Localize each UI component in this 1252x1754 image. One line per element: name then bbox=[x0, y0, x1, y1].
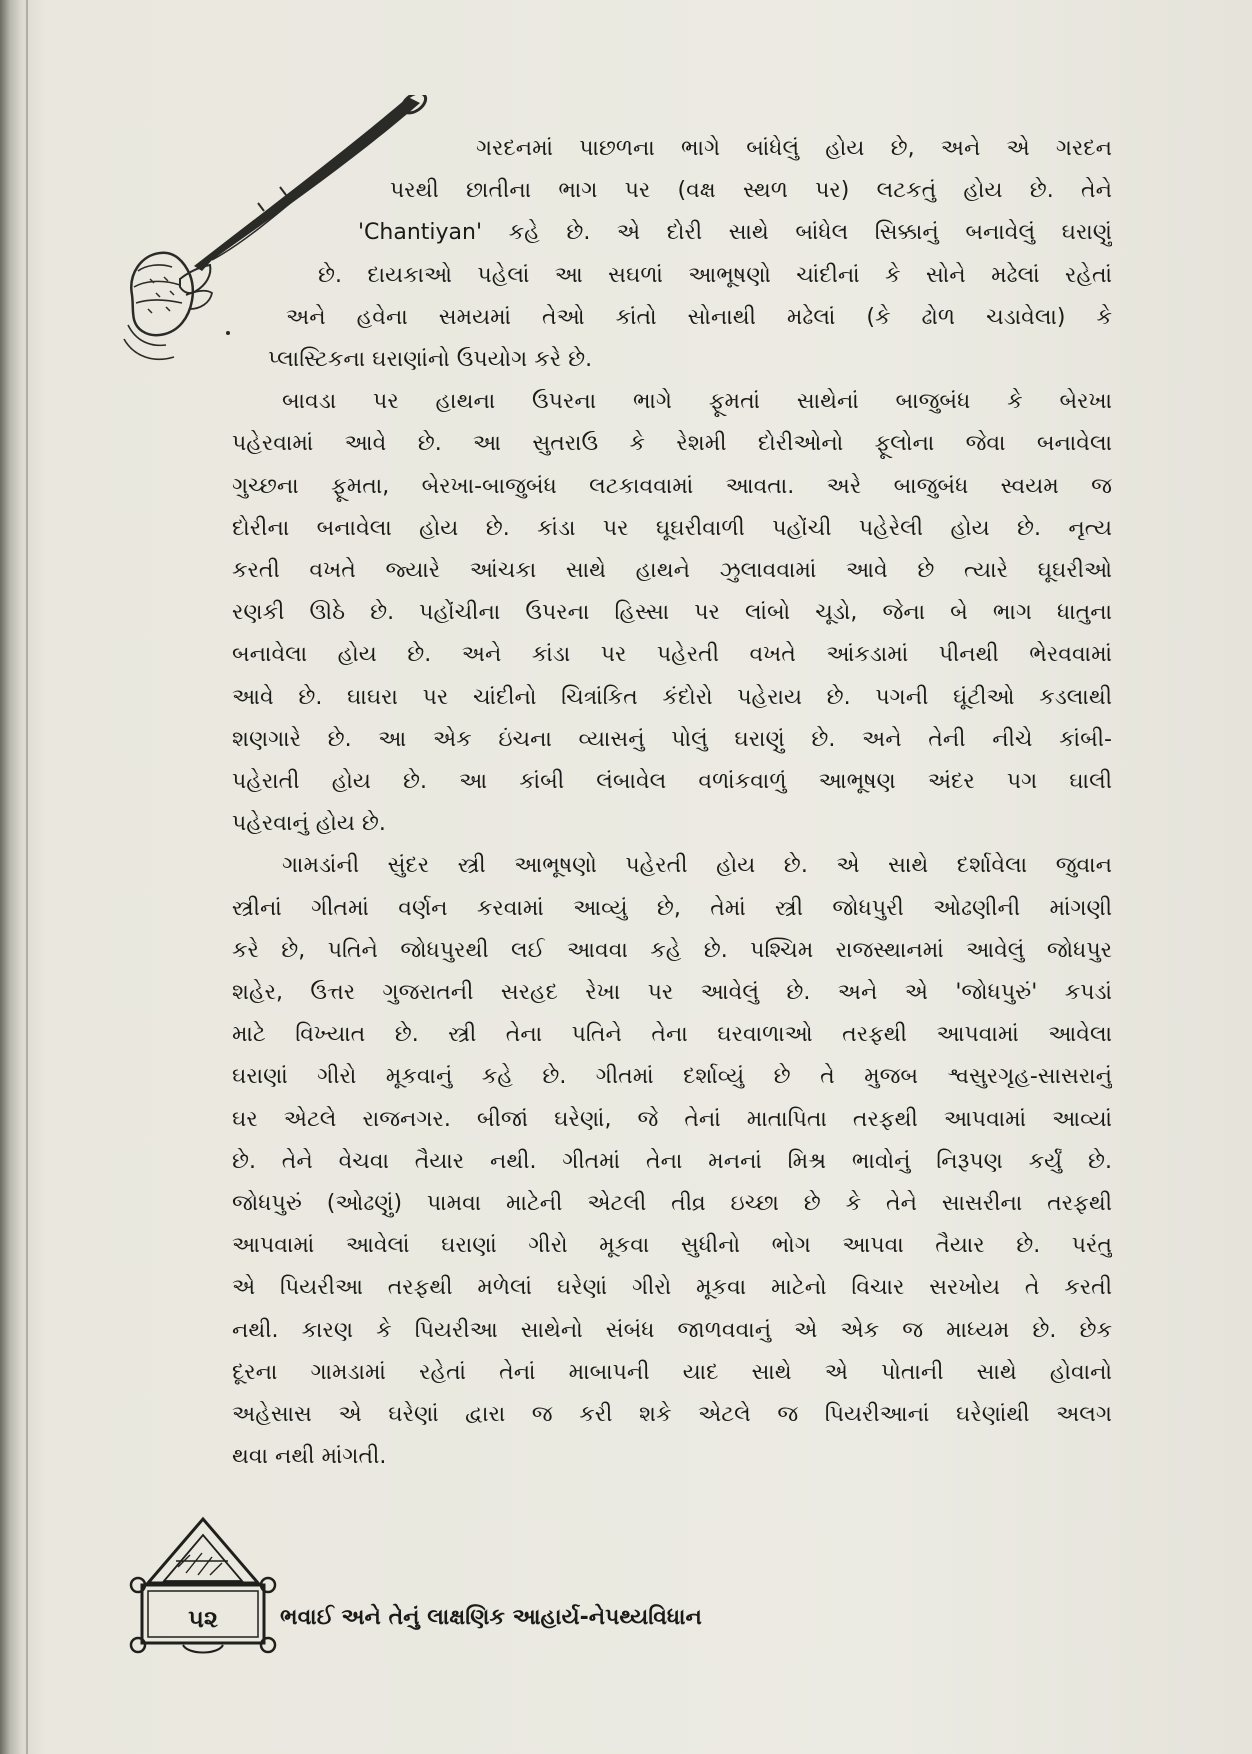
text-line: દોરીના બનાવેલા હોય છે. કાંડા પર ઘૂઘરીવાળી પહોંચી પહેરેલી હોય છે. નૃત્ય bbox=[232, 515, 1112, 541]
text-line: છે. દાયકાઓ પહેલાં આ સઘળાં આભૂષણો ચાંદીનાં કે સોને મઢેલાં રહેતાં bbox=[318, 262, 1112, 288]
text-line: જોધપુરું (ઓઢણું) પામવા માટેની એટલી તીવ્ર ઇચ્છા છે કે તેને સાસરીના તરફથી bbox=[232, 1191, 1112, 1217]
text-line: અને હવેના સમયમાં તેઓ કાંતો સોનાથી મઢેલાં (કે ઢોળ ચડાવેલા) કે bbox=[286, 304, 1112, 330]
running-title: ભવાઈ અને તેનું લાક્ષણિક આહાર્ય-નેપથ્યવિધાન bbox=[280, 1605, 702, 1630]
text-line: છે. તેને વેચવા તૈયાર નથી. ગીતમાં તેના મનનાં મિશ્ર ભાવોનું નિરૂપણ કર્યું છે. bbox=[232, 1148, 1112, 1174]
text-line: ઘરાણાં ગીરો મૂકવાનું કહે છે. ગીતમાં દર્શાવ્યું છે તે મુજબ શ્વસુરગૃહ-સાસરાનું bbox=[232, 1064, 1112, 1090]
text-line: ગરદનમાં પાછળના ભાગે બાંધેલું હોય છે, અને એ ગરદન bbox=[476, 136, 1112, 161]
text-line: આપવામાં આવેલાં ઘરાણાં ગીરો મૂકવા સુધીનો ભોગ આપવા તૈયાર છે. પરંતુ bbox=[232, 1233, 1112, 1259]
text-line: બનાવેલા હોય છે. અને કાંડા પર પહેરતી વખતે આંકડામાં પીનથી ભેરવવામાં bbox=[232, 642, 1112, 668]
text-line: કરતી વખતે જ્યારે આંચકા સાથે હાથને ઝુલાવવામાં આવે છે ત્યારે ઘૂઘરીઓ bbox=[232, 558, 1112, 584]
text-line: શહેર, ઉત્તર ગુજરાતની સરહદ રેખા પર આવેલું છે. અને એ 'જોધપુરું' કપડાં bbox=[232, 980, 1112, 1006]
text-line: પહેરવાનું હોય છે. bbox=[232, 811, 386, 837]
text-line: સ્ત્રીનાં ગીતમાં વર્ણન કરવામાં આવ્યું છે, તેમાં સ્ત્રી જોધપુરી ઓઢણીની માંગણી bbox=[232, 895, 1112, 921]
text-line: બાવડા પર હાથના ઉપરના ભાગે ફૂમતાં સાથેનાં બાજુબંધ કે બેરખા bbox=[282, 389, 1112, 415]
text-line: દૂરના ગામડામાં રહેતાં તેનાં માબાપની યાદ સાથે એ પોતાની સાથે હોવાનો bbox=[232, 1359, 1112, 1385]
text-line: આવે છે. ઘાઘરા પર ચાંદીનો ચિત્રાંકિત કંદોરો પહેરાય છે. પગની ઘૂંટીઓ કડલાથી bbox=[232, 684, 1112, 710]
text-line: ઘર એટલે રાજનગર. બીજાં ઘરેણાં, જે તેનાં માતાપિતા તરફથી આપવામાં આવ્યાં bbox=[232, 1106, 1112, 1132]
text-line: અહેસાસ એ ઘરેણાં દ્વારા જ કરી શકે એટલે જ પિયરીઆનાં ઘરેણાંથી અલગ bbox=[232, 1402, 1112, 1428]
text-line: પ્લાસ્ટિકના ઘરાણાંનો ઉપયોગ કરે છે. bbox=[268, 347, 593, 373]
text-line: કરે છે, પતિને જોધપુરથી લઈ આવવા કહે છે. પશ્ચિમ રાજસ્થાનમાં આવેલું જોધપુર bbox=[232, 937, 1112, 963]
text-line: ગુચ્છના ફૂમતા, બેરખા-બાજુબંધ લટકાવવામાં આવતા. અરે બાજુબંધ સ્વયમ જ bbox=[232, 473, 1112, 499]
text-line: નથી. કારણ કે પિયરીઆ સાથેનો સંબંધ જાળવવાનું એ એક જ માધ્યમ છે. છેક bbox=[232, 1317, 1112, 1343]
page-number: ૫૨ bbox=[188, 1605, 218, 1633]
text-line: ગામડાંની સુંદર સ્ત્રી આભૂષણો પહેરતી હોય છે. એ સાથે દર્શાવેલા જુવાન bbox=[282, 853, 1112, 879]
binding-gutter bbox=[26, 0, 28, 1754]
text-line: 'Chantiyan' કહે છે. એ દોરી સાથે બાંધેલ સિક્કાનું બનાવેલું ઘરાણું bbox=[358, 220, 1112, 246]
text-line: માટે વિખ્યાત છે. સ્ત્રી તેના પતિને તેના ઘરવાળાઓ તરફથી આપવામાં આવેલા bbox=[232, 1022, 1112, 1048]
text-line: શણગારે છે. આ એક ઇંચના વ્યાસનું પોલું ઘરાણું છે. અને તેની નીચે કાંબી- bbox=[232, 726, 1112, 752]
text-line: પરથી છાતીના ભાગ પર (વક્ષ સ્થળ પર) લટકતું હોય છે. તેને bbox=[390, 178, 1112, 204]
text-line: એ પિયરીઆ તરફથી મળેલાં ઘરેણાં ગીરો મૂકવા માટેનો વિચાર સરખોય તે કરતી bbox=[232, 1275, 1112, 1301]
text-line: થવા નથી માંગતી. bbox=[232, 1444, 387, 1470]
text-line: પહેરવામાં આવે છે. આ સુતરાઉ કે રેશમી દોરીઓનો ફૂલોના જેવા બનાવેલા bbox=[232, 431, 1112, 457]
body-text bbox=[232, 128, 1112, 1479]
text-line: પહેરાતી હોય છે. આ કાંબી લંબાવેલ વળાંકવાળું આભૂષણ અંદર પગ ઘાલી bbox=[232, 769, 1112, 795]
text-line: રણકી ઊઠે છે. પહોંચીના ઉપરના હિસ્સા પર લાંબો ચૂડો, જેના બે ભાગ ધાતુના bbox=[232, 600, 1112, 626]
